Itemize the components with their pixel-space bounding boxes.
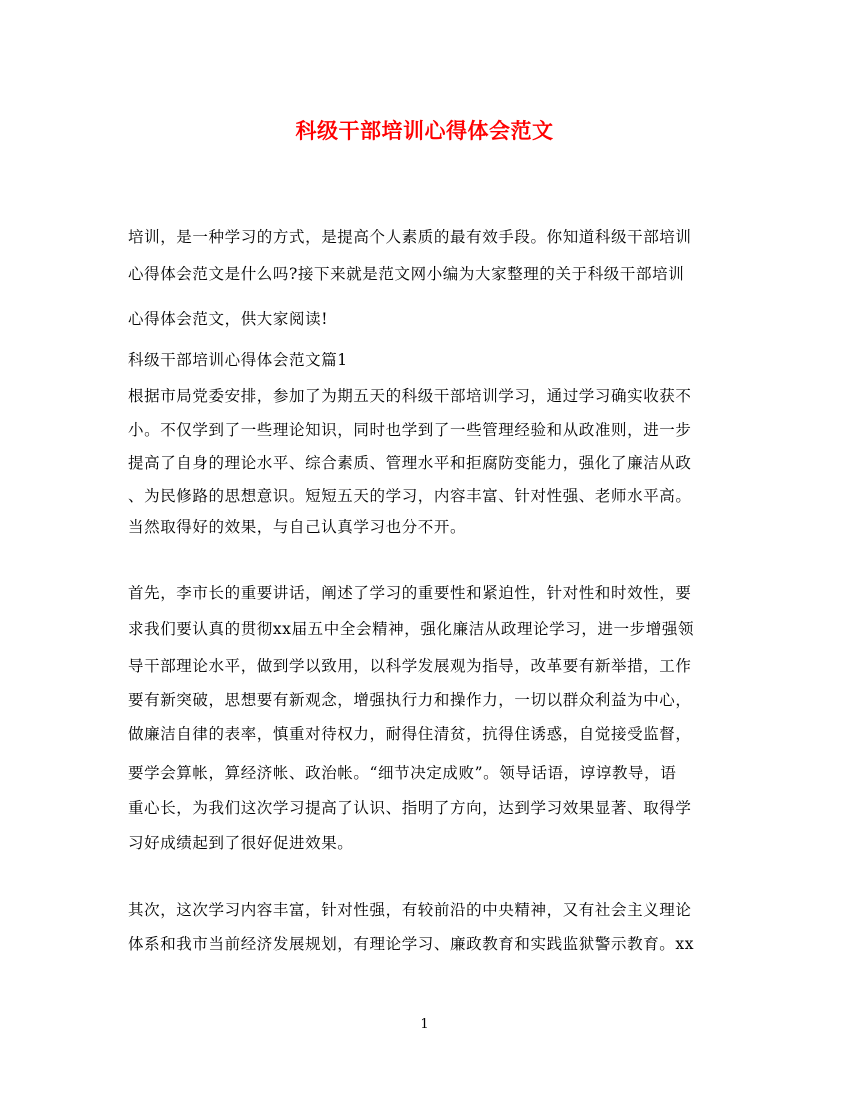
paragraph-line: 体系和我市当前经济发展规划，有理论学习、廉政教育和实践监狱警示教育。xx [128,935,695,953]
paragraph-line: 重心长，为我们这次学习提高了认识、指明了方向，达到学习效果显著、取得学 [128,799,692,817]
paragraph-line: 当然取得好的效果，与自己认真学习也分不开。 [128,518,467,536]
intro-line: 培训，是一种学习的方式，是提高个人素质的最有效手段。你知道科级干部培训 [128,228,692,246]
paragraph-line: 要有新突破，思想要有新观念，增强执行力和操作力，一切以群众利益为中心， [128,691,692,709]
paragraph-line: 提高了自身的理论水平、综合素质、管理水平和拒腐防变能力，强化了廉洁从政 [128,454,692,472]
page-title: 科级干部培训心得体会范文 [295,118,554,143]
paragraph-line: 要学会算帐，算经济帐、政治帐。“细节决定成败”。领导话语，谆谆教导，语 [128,764,677,782]
paragraph-line: 导干部理论水平，做到学以致用，以科学发展观为指导，改革要有新举措，工作 [128,657,692,675]
intro-line: 心得体会范文是什么吗?接下来就是范文网小编为大家整理的关于科级干部培训 [128,265,685,283]
paragraph-line: 习好成绩起到了很好促进效果。 [128,834,354,852]
paragraph-line: 、为民修路的思想意识。短短五天的学习，内容丰富、针对性强、老师水平高。 [128,487,692,505]
page-number: 1 [420,1017,429,1032]
paragraph-line: 求我们要认真的贯彻xx届五中全会精神，强化廉洁从政理论学习，进一步增强领 [128,620,695,638]
paragraph-line: 根据市局党委安排，参加了为期五天的科级干部培训学习，通过学习确实收获不 [128,387,692,405]
paragraph-line: 首先，李市长的重要讲话，阐述了学习的重要性和紧迫性，针对性和时效性，要 [128,584,692,602]
intro-line: 心得体会范文，供大家阅读! [128,310,329,328]
paragraph-line: 做廉洁自律的表率，慎重对待权力，耐得住清贫，抗得住诱惑，自觉接受监督， [128,725,692,743]
section-heading: 科级干部培训心得体会范文篇1 [128,351,348,369]
paragraph-line: 其次，这次学习内容丰富，针对性强，有较前沿的中央精神，又有社会主义理论 [128,901,692,919]
paragraph-line: 小。不仅学到了一些理论知识，同时也学到了一些管理经验和从政准则，进一步 [128,421,692,439]
